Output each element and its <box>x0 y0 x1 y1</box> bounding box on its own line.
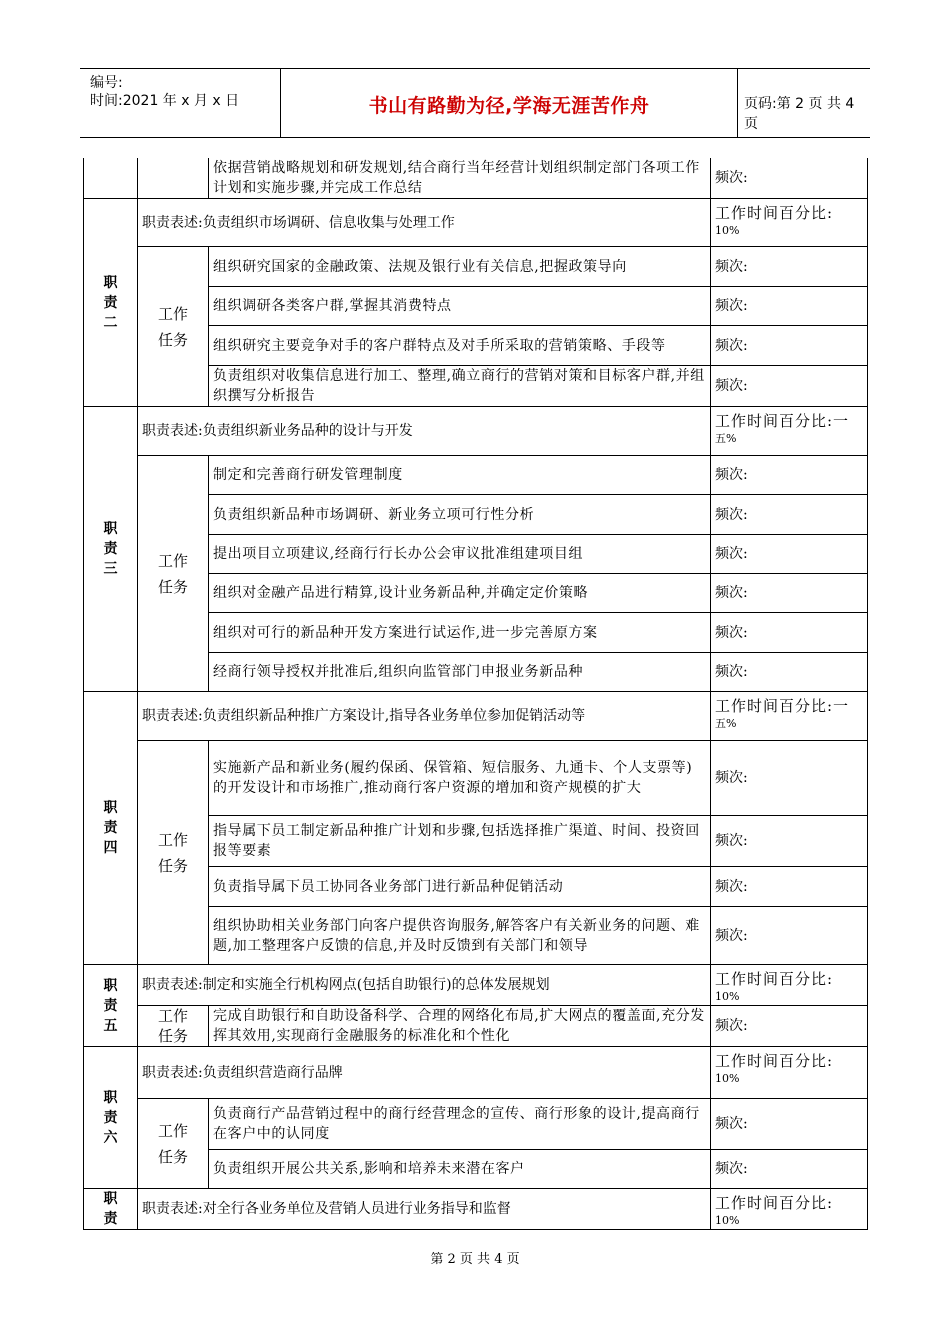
table-row <box>84 1099 868 1150</box>
time-percentage-label: 工作时间百分比:一 <box>715 697 850 715</box>
duty-description: 职责表述:负责组织新业务品种的设计与开发 <box>138 407 711 456</box>
frequency-cell: 频次: <box>711 366 868 407</box>
duty-category-label: 职责五 <box>84 965 138 1047</box>
time-percentage-label: 工作时间百分比: <box>715 1194 834 1212</box>
time-percentage-label: 工作时间百分比: <box>715 1052 834 1070</box>
task-text: 负责指导属下员工协同各业务部门进行新品种促销活动 <box>209 867 711 907</box>
frequency-cell: 频次: <box>711 247 868 287</box>
time-percentage-value: 10% <box>715 224 740 237</box>
time-percentage-value: 五% <box>715 432 737 445</box>
task-text: 组织研究主要竞争对手的客户群特点及对手所采取的营销策略、手段等 <box>209 326 711 366</box>
time-percentage-value: 10% <box>715 1214 740 1227</box>
task-label: 工作任务 <box>138 456 209 692</box>
frequency-cell: 频次: <box>711 574 868 613</box>
frequency-cell: 频次: <box>711 1006 868 1047</box>
time-percentage-cell <box>711 199 868 247</box>
duty-description-row <box>84 692 868 741</box>
duty-description: 职责表述:负责组织市场调研、信息收集与处理工作 <box>138 199 711 247</box>
duty-description: 职责表述:对全行各业务单位及营销人员进行业务指导和监督 <box>138 1189 711 1230</box>
task-text: 负责组织对收集信息进行加工、整理,确立商行的营销对策和目标客户群,并组织撰写分析报告 <box>209 366 711 407</box>
duty-description: 职责表述:负责组织新品种推广方案设计,指导各业务单位参加促销活动等 <box>138 692 711 741</box>
time-percentage-cell <box>711 407 868 456</box>
task-text: 组织研究国家的金融政策、法规及银行业有关信息,把握政策导向 <box>209 247 711 287</box>
header-motto-cell <box>280 69 738 137</box>
duty-description-row <box>84 965 868 1006</box>
task-text: 负责商行产品营销过程中的商行经营理念的宣传、商行形象的设计,提高商行在客户中的认同度 <box>209 1099 711 1150</box>
task-text: 组织调研各类客户群,掌握其消费特点 <box>209 287 711 326</box>
time-percentage-cell <box>711 1047 868 1099</box>
task-text: 完成自助银行和自助设备科学、合理的网络化布局,扩大网点的覆盖面,充分发挥其效用,实现商行金融服务的标准化和个性化 <box>209 1006 711 1047</box>
frequency-cell: 频次: <box>711 816 868 867</box>
task-text: 提出项目立项建议,经商行行长办公会审议批准组建项目组 <box>209 535 711 574</box>
task-text: 组织对可行的新品种开发方案进行试运作,进一步完善原方案 <box>209 613 711 653</box>
frequency-cell: 频次: <box>711 1099 868 1150</box>
time-percentage-cell <box>711 965 868 1006</box>
duty-category-label: 职责二 <box>84 199 138 407</box>
time-percentage-label: 工作时间百分比:一 <box>715 412 850 430</box>
duty-description: 职责表述:制定和实施全行机构网点(包括自助银行)的总体发展规划 <box>138 965 711 1006</box>
frequency-cell: 频次: <box>711 287 868 326</box>
task-text: 制定和完善商行研发管理制度 <box>209 456 711 495</box>
task-label: 工作任务 <box>138 1099 209 1189</box>
duty-category-label: 职责三 <box>84 407 138 692</box>
time-percentage-label: 工作时间百分比: <box>715 204 834 222</box>
duty-description-row <box>84 199 868 247</box>
duty-category-label: 职责六 <box>84 1047 138 1189</box>
task-text: 组织对金融产品进行精算,设计业务新品种,并确定定价策略 <box>209 574 711 613</box>
duty-category-label: 职责四 <box>84 692 138 965</box>
duty-description-row <box>84 1189 868 1230</box>
frequency-cell: 频次: <box>711 456 868 495</box>
time-percentage-cell <box>711 692 868 741</box>
duty-category-cell <box>84 158 138 199</box>
duty-table-container <box>83 158 867 1230</box>
frequency-cell: 频次: <box>711 495 868 535</box>
task-label: 工作任务 <box>138 1006 209 1047</box>
frequency-cell: 频次: <box>711 158 868 199</box>
task-text: 依据营销战略规划和研发规划,结合商行当年经营计划组织制定部门各项工作计划和实施步骤,并完成工作总结 <box>209 158 711 199</box>
table-row <box>84 158 868 199</box>
header-motto: 书山有路勤为径,学海无涯苦作舟 <box>368 95 650 117</box>
frequency-cell: 频次: <box>711 326 868 366</box>
task-text: 负责组织新品种市场调研、新业务立项可行性分析 <box>209 495 711 535</box>
frequency-cell: 频次: <box>711 653 868 692</box>
header-page-number: 页码:第 2 页 共 4 页 <box>744 96 855 132</box>
duty-description-row <box>84 407 868 456</box>
table-row <box>84 456 868 495</box>
time-percentage-cell <box>711 1189 868 1230</box>
time-percentage-label: 工作时间百分比: <box>715 970 834 988</box>
time-percentage-value: 10% <box>715 990 740 1003</box>
duty-description: 职责表述:负责组织营造商行品牌 <box>138 1047 711 1099</box>
task-text: 实施新产品和新业务(履约保函、保管箱、短信服务、九通卡、个人支票等)的开发设计和市场推广,推动商行客户资源的增加和资产规模的扩大 <box>209 741 711 816</box>
task-text: 经商行领导授权并批准后,组织向监管部门申报业务新品种 <box>209 653 711 692</box>
frequency-cell: 频次: <box>711 613 868 653</box>
time-percentage-value: 10% <box>715 1072 740 1085</box>
frequency-cell: 频次: <box>711 535 868 574</box>
document-number: 编号: <box>90 75 123 91</box>
duty-description-row <box>84 1047 868 1099</box>
time-percentage-value: 五% <box>715 717 737 730</box>
task-label: 工作任务 <box>138 741 209 965</box>
page-header <box>80 68 870 138</box>
task-label-cell <box>138 158 209 199</box>
task-text: 负责组织开展公共关系,影响和培养未来潜在客户 <box>209 1150 711 1189</box>
frequency-cell: 频次: <box>711 907 868 965</box>
document-date: 时间:2021 年 x 月 x 日 <box>90 93 240 109</box>
page-footer: 第 2 页 共 4 页 <box>430 1252 520 1267</box>
task-text: 组织协助相关业务部门向客户提供咨询服务,解答客户有关新业务的问题、难题,加工整理客户反馈的信息,并及时反馈到有关部门和领导 <box>209 907 711 965</box>
frequency-cell: 频次: <box>711 741 868 816</box>
header-meta <box>80 69 280 137</box>
frequency-cell: 频次: <box>711 867 868 907</box>
table-row <box>84 1006 868 1047</box>
task-label: 工作任务 <box>138 247 209 407</box>
table-row <box>84 247 868 287</box>
frequency-cell: 频次: <box>711 1150 868 1189</box>
table-row <box>84 741 868 816</box>
duty-category-label: 职责 <box>84 1189 138 1230</box>
duty-table <box>83 158 868 1230</box>
task-text: 指导属下员工制定新品种推广计划和步骤,包括选择推广渠道、时间、投资回报等要素 <box>209 816 711 867</box>
